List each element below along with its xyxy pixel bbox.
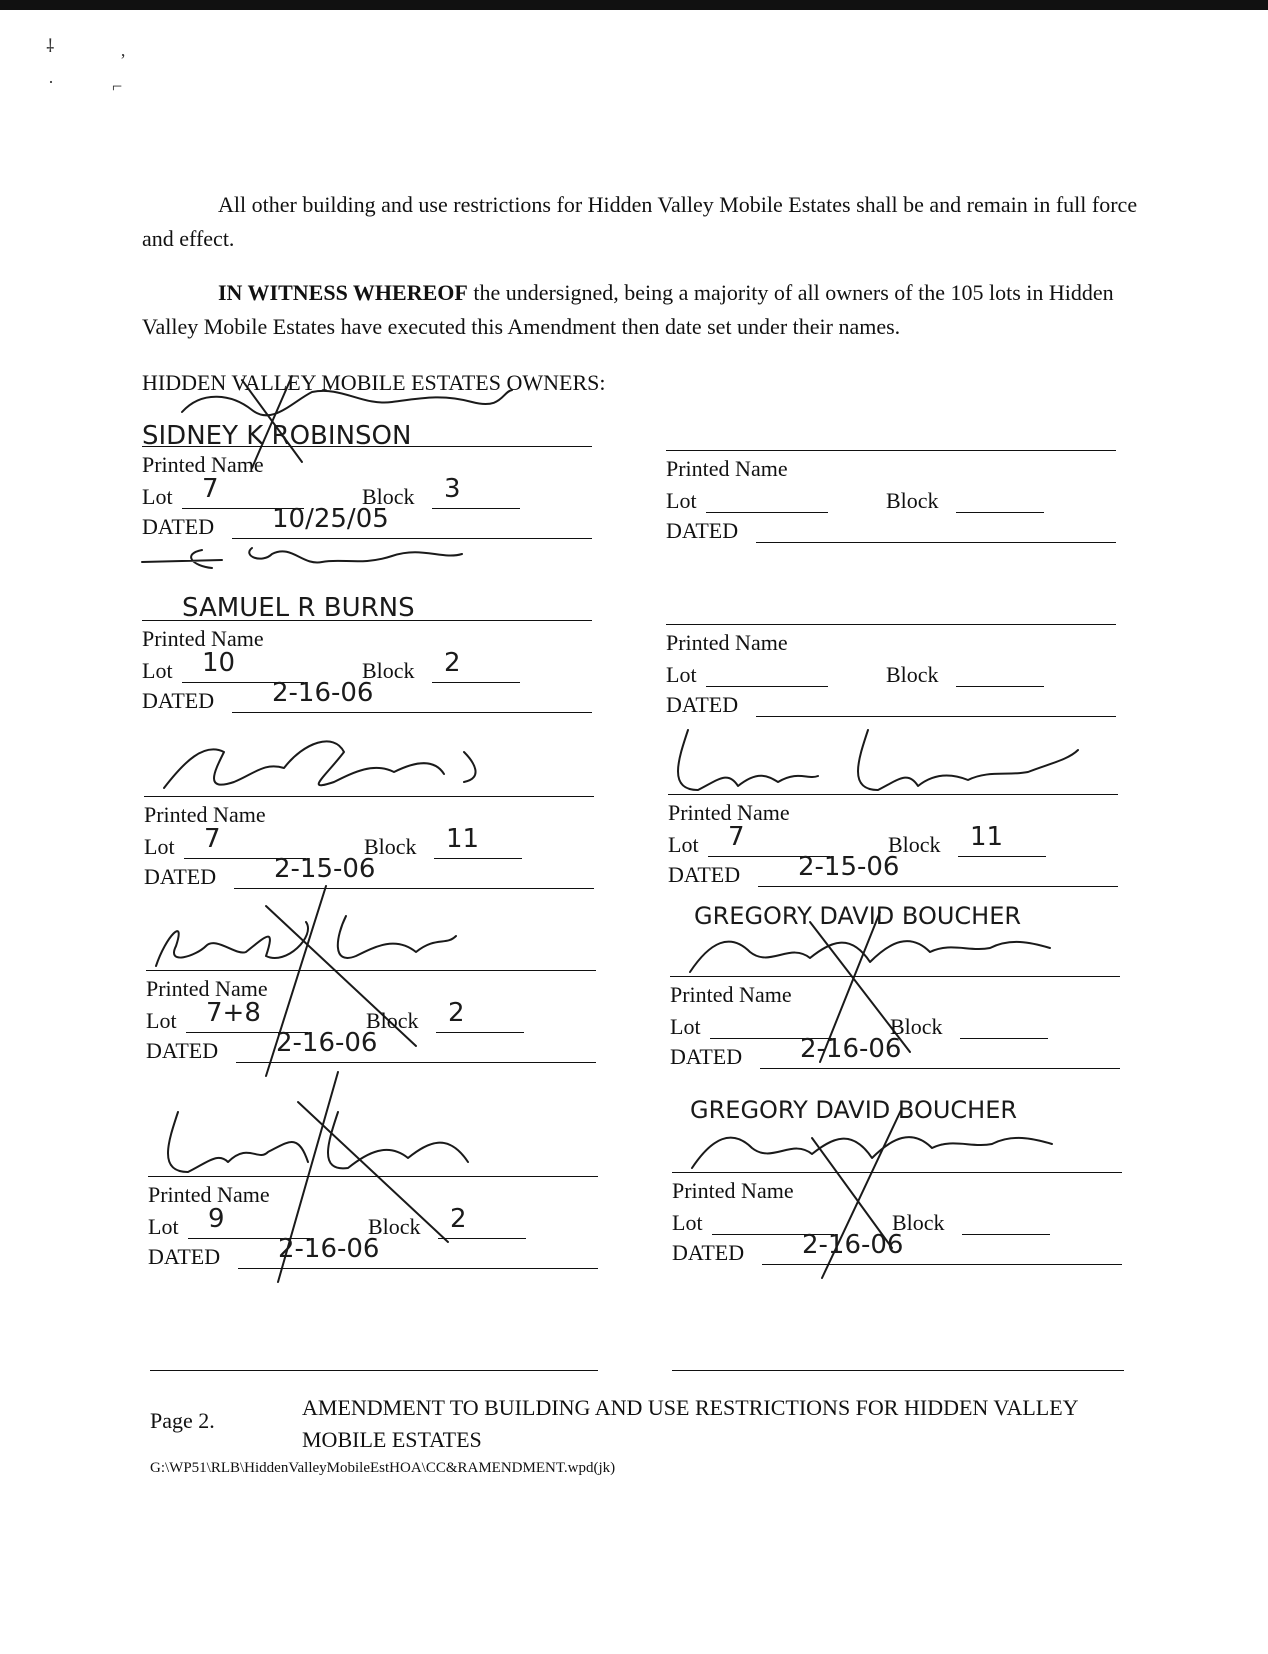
owner-signature-block-left-1 <box>142 368 592 538</box>
footer-title: AMENDMENT TO BUILDING AND USE RESTRICTIONS FOR HIDDEN VALLEY MOBILE ESTATES <box>302 1395 1078 1452</box>
signature-line <box>144 796 594 797</box>
dated-line <box>234 888 594 889</box>
lot-label: Lot <box>670 1014 701 1039</box>
signature-line <box>148 1176 598 1177</box>
block-label: Block <box>362 658 415 683</box>
block-label: Block <box>364 834 417 859</box>
owner-signature-block-right-5 <box>672 1094 1122 1264</box>
block-line <box>438 1238 526 1239</box>
blank-signature-line <box>672 1370 1124 1371</box>
block-value: 2 <box>444 648 461 678</box>
block-value: 11 <box>446 824 480 854</box>
printed-name-label: Printed Name <box>144 802 266 827</box>
dated-label: DATED <box>670 1044 743 1069</box>
printed-name-label: Printed Name <box>142 452 264 477</box>
block-label: Block <box>888 832 941 857</box>
block-label: Block <box>362 484 415 509</box>
block-value: 11 <box>970 822 1004 852</box>
handwritten-signature <box>668 720 1118 796</box>
handwritten-signature <box>146 896 596 972</box>
handwritten-signature <box>144 722 594 798</box>
lot-value: 7 <box>728 822 745 852</box>
printed-name-label: Printed Name <box>666 630 788 655</box>
dated-value: 2-15-06 <box>274 854 376 884</box>
lot-label: Lot <box>142 658 173 683</box>
dated-value: 2-16-06 <box>276 1028 378 1058</box>
dated-value: 2-16-06 <box>272 678 374 708</box>
signature-line <box>142 446 592 447</box>
printed-name-label: Printed Name <box>142 626 264 651</box>
block-label: Block <box>892 1210 945 1235</box>
printed-name-label: Printed Name <box>148 1182 270 1207</box>
signature-line <box>666 624 1116 625</box>
block-line <box>432 682 520 683</box>
printed-name-label: Printed Name <box>672 1178 794 1203</box>
dated-label: DATED <box>142 688 215 713</box>
block-value: 2 <box>450 1204 467 1234</box>
svg-text:SIDNEY K ROBINSON: SIDNEY K ROBINSON <box>142 421 412 451</box>
owner-signature-block-right-4 <box>670 898 1120 1068</box>
owner-signature-block-left-5 <box>148 1098 598 1268</box>
scan-artifact: ‚ <box>120 40 126 60</box>
scan-artifact: · <box>48 72 54 92</box>
block-value: 2 <box>448 998 465 1028</box>
owner-signature-block-left-4 <box>146 892 596 1062</box>
handwritten-signature <box>148 1102 598 1178</box>
block-line <box>432 508 520 509</box>
dated-label: DATED <box>148 1244 221 1269</box>
lot-label: Lot <box>148 1214 179 1239</box>
dated-line <box>762 1264 1122 1265</box>
signature-line <box>142 620 592 621</box>
blank-signature-line <box>150 1370 598 1371</box>
dated-line <box>760 1068 1120 1069</box>
block-label: Block <box>368 1214 421 1239</box>
svg-text:GREGORY DAVID BOUCHER: GREGORY DAVID BOUCHER <box>690 1096 1018 1124</box>
svg-text:GREGORY DAVID BOUCHER: GREGORY DAVID BOUCHER <box>694 902 1022 930</box>
paragraph-restrictions: All other building and use restrictions for Hidden Valley Mobile Estates shall be and remain in full force and effect. <box>142 192 1138 251</box>
handwritten-signature <box>142 372 592 451</box>
handwritten-signature <box>142 546 592 622</box>
printed-name-label: Printed Name <box>670 982 792 1007</box>
witness-heading: IN WITNESS WHEREOF <box>218 280 468 305</box>
block-label: Block <box>886 662 939 687</box>
dated-line <box>758 886 1118 887</box>
file-path: G:\WP51\RLB\HiddenValleyMobileEstHOA\CC&RAMENDMENT.wpd(jk) <box>150 1460 616 1476</box>
svg-text:SAMUEL R BURNS: SAMUEL R BURNS <box>182 593 415 623</box>
signature-line <box>670 976 1120 977</box>
handwritten-signature <box>672 1098 1122 1174</box>
dated-value: 2-16-06 <box>278 1234 380 1264</box>
lot-value: 7 <box>202 474 219 504</box>
block-line <box>958 856 1046 857</box>
block-label: Block <box>366 1008 419 1033</box>
lot-line <box>706 512 828 513</box>
witness-text: the undersigned, being a majority of all owners of the 105 lots in Hidden Valley Mobile Estates have executed this Amendment then date set under their names. <box>142 280 1114 339</box>
dated-line <box>236 1062 596 1063</box>
dated-value: 2-16-06 <box>800 1034 902 1064</box>
dated-label: DATED <box>666 518 739 543</box>
dated-label: DATED <box>672 1240 745 1265</box>
lot-label: Lot <box>668 832 699 857</box>
block-label: Block <box>886 488 939 513</box>
block-label: Block <box>890 1014 943 1039</box>
lot-label: Lot <box>144 834 175 859</box>
block-line <box>434 858 522 859</box>
signature-line <box>672 1172 1122 1173</box>
dated-line <box>756 542 1116 543</box>
paragraph-witness <box>142 276 1152 344</box>
block-value: 3 <box>444 474 461 504</box>
owner-signature-block-left-2 <box>142 542 592 712</box>
dated-line <box>238 1268 598 1269</box>
dated-value: 2-16-06 <box>802 1230 904 1260</box>
dated-value: 2-15-06 <box>798 852 900 882</box>
owner-signature-block-right-1 <box>666 372 1116 542</box>
lot-label: Lot <box>666 662 697 687</box>
lot-label: Lot <box>672 1210 703 1235</box>
block-line <box>956 686 1044 687</box>
page-number: Page 2. <box>150 1408 215 1433</box>
dated-label: DATED <box>142 514 215 539</box>
lot-value: 9 <box>208 1204 225 1234</box>
owners-heading: HIDDEN VALLEY MOBILE ESTATES OWNERS: <box>142 370 606 395</box>
dated-value: 10/25/05 <box>272 504 389 534</box>
handwritten-signature <box>670 902 1120 978</box>
dated-label: DATED <box>666 692 739 717</box>
scan-artifact: ⸸ <box>46 36 55 56</box>
block-line <box>962 1234 1050 1235</box>
signature-line <box>666 450 1116 451</box>
block-line <box>960 1038 1048 1039</box>
scan-artifact: ⌐ <box>112 76 123 96</box>
printed-name-label: Printed Name <box>668 800 790 825</box>
block-line <box>956 512 1044 513</box>
lot-label: Lot <box>142 484 173 509</box>
owner-signature-block-right-3 <box>668 716 1118 886</box>
lot-line <box>706 686 828 687</box>
signature-line <box>146 970 596 971</box>
lot-value: 7 <box>204 824 221 854</box>
scan-border <box>0 0 1268 10</box>
printed-name-label: Printed Name <box>666 456 788 481</box>
owner-signature-block-left-3 <box>144 718 594 888</box>
dated-label: DATED <box>144 864 217 889</box>
dated-label: DATED <box>146 1038 219 1063</box>
signature-line <box>668 794 1118 795</box>
block-line <box>436 1032 524 1033</box>
lot-label: Lot <box>666 488 697 513</box>
dated-label: DATED <box>668 862 741 887</box>
owner-signature-block-right-2 <box>666 546 1116 716</box>
dated-line <box>232 712 592 713</box>
lot-label: Lot <box>146 1008 177 1033</box>
printed-name-label: Printed Name <box>146 976 268 1001</box>
lot-value: 10 <box>202 648 236 678</box>
lot-value: 7+8 <box>206 998 261 1028</box>
dated-line <box>232 538 592 539</box>
